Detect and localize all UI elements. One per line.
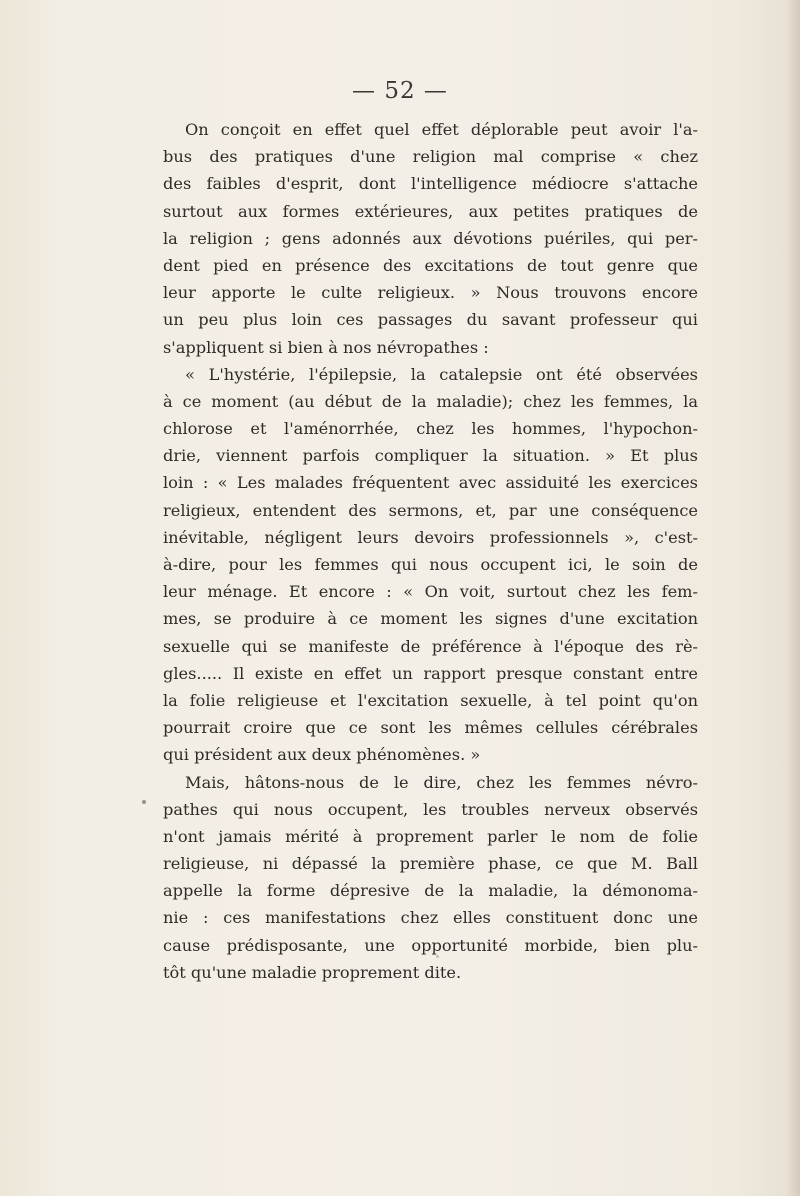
text-line: tôt qu'une maladie proprement dite. — [163, 962, 462, 982]
text-line: bus des pratiques d'une religion mal comprise « chez — [163, 147, 698, 167]
text-line: inévitable, négligent leurs devoirs professionnels », c'est- — [163, 527, 698, 547]
text-line: cause prédisposante, une opportunité morbide, bien plu- — [163, 935, 698, 955]
text-line: surtout aux formes extérieures, aux petites pratiques de — [163, 201, 698, 221]
text-line: « L'hystérie, l'épilepsie, la catalepsie ont été observées — [185, 364, 698, 384]
margin-speck — [142, 800, 146, 804]
text-line: nie : ces manifestations chez elles constituent donc une — [163, 908, 698, 928]
text-line: s'appliquent si bien à nos névropathes : — [163, 337, 489, 357]
page-number: — 52 — — [352, 78, 448, 104]
text-line: la religion ; gens adonnés aux dévotions puériles, qui per- — [163, 228, 698, 248]
text-line: dent pied en présence des excitations de tout genre que — [163, 255, 698, 275]
text-line: qui président aux deux phénomènes. » — [163, 745, 481, 765]
text-line: appelle la forme dépresive de la maladie, la démonoma- — [163, 881, 698, 901]
margin-speck — [436, 955, 439, 958]
text-line: pathes qui nous occupent, les troubles nerveux observés — [163, 799, 698, 819]
text-line: leur ménage. Et encore : « On voit, surtout chez les fem- — [163, 582, 698, 602]
text-line: loin : « Les malades fréquentent avec assiduité les exercices — [163, 473, 698, 493]
text-line: chlorose et l'aménorrhée, chez les hommes, l'hypochon- — [163, 419, 698, 439]
text-line: la folie religieuse et l'excitation sexuelle, à tel point qu'on — [163, 690, 698, 710]
text-line: Mais, hâtons-nous de le dire, chez les femmes névro- — [185, 772, 698, 792]
body-text — [163, 116, 698, 986]
text-line: gles..... Il existe en effet un rapport presque constant entre — [163, 663, 698, 683]
text-line: pourrait croire que ce sont les mêmes cellules cérébrales — [163, 718, 698, 738]
text-line: leur apporte le culte religieux. » Nous trouvons encore — [163, 283, 698, 303]
text-line: mes, se produire à ce moment les signes d'une excitation — [163, 609, 698, 629]
text-line: à ce moment (au début de la maladie); chez les femmes, la — [163, 391, 698, 411]
text-line: des faibles d'esprit, dont l'intelligence médiocre s'attache — [163, 174, 698, 194]
text-line: à-dire, pour les femmes qui nous occupent ici, le soin de — [163, 555, 698, 574]
text-line: On conçoit en effet quel effet déplorable peut avoir l'a- — [185, 120, 698, 139]
text-line: drie, viennent parfois compliquer la situation. » Et plus — [163, 446, 698, 466]
text-line: sexuelle qui se manifeste de préférence à l'époque des rè- — [163, 636, 698, 656]
text-line: un peu plus loin ces passages du savant professeur qui — [163, 310, 698, 330]
text-line: religieuse, ni dépassé la première phase, ce que M. Ball — [163, 854, 698, 874]
page-edge-shadow — [786, 0, 800, 1196]
text-line: religieux, entendent des sermons, et, par une conséquence — [163, 500, 698, 520]
text-line: n'ont jamais mérité à proprement parler le nom de folie — [163, 826, 698, 846]
